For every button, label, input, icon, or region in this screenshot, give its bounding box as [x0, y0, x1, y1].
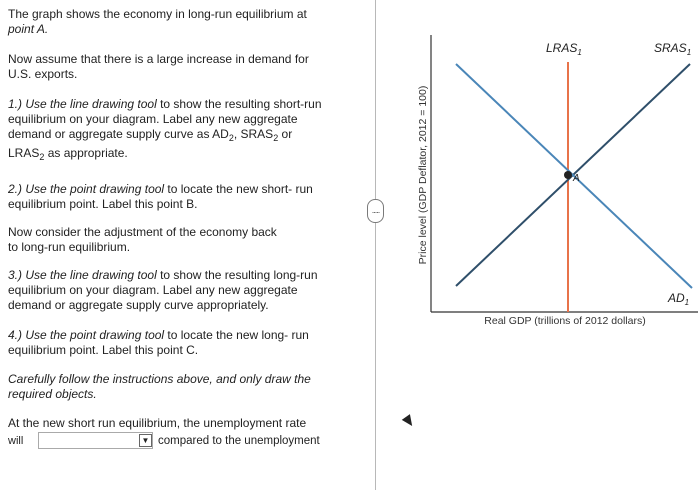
- ad-as-diagram[interactable]: [400, 0, 700, 490]
- panel-resize-handle[interactable]: .....: [367, 199, 384, 223]
- intro-text: The graph shows the economy in long-run equilibrium at point A.: [8, 7, 307, 36]
- step-2-text: 2.) Use the point drawing tool to locate the new short- run equilibrium point. Label this point B.: [8, 182, 313, 211]
- step-1-text: 1.) Use the line drawing tool to show the resulting short-run equilibrium on your diagram. Label any new aggregate demand or aggregate supply curve as $AD_2$, $SRAS_2$ or $LRAS_2$ as appropriate.: [8, 97, 322, 162]
- x-axis-label: Real GDP (trillions of 2012 dollars): [484, 315, 646, 327]
- unemployment-question-rest: compared to the unemployment: [158, 435, 320, 447]
- y-axis-label: Price level (GDP Deflator, 2012 = 100): [417, 85, 429, 265]
- point-a[interactable]: [564, 171, 572, 179]
- step-3-text: 3.) Use the line drawing tool to show the resulting long-run equilibrium on your diagram. Label any new aggregate demand or aggregate supply curve appropriately.: [8, 268, 318, 312]
- dropdown-caret-icon: ▼: [139, 434, 152, 447]
- unemployment-question-line1: At the new short run equilibrium, the unemployment rate: [8, 416, 307, 430]
- step-4-text: 4.) Use the point drawing tool to locate the new long- run equilibrium point. Label this point C.: [8, 328, 309, 357]
- instructions-note: Carefully follow the instructions above, and only draw the required objects.: [8, 372, 311, 401]
- lras-1-label: $LRAS_1$: [546, 41, 582, 57]
- adjustment-text: Now consider the adjustment of the economy back to long-run equilibrium.: [8, 225, 277, 254]
- will-label: will: [8, 435, 24, 447]
- ad-1-label: $AD_1$: [668, 291, 690, 307]
- sras-1-label: $SRAS_1$: [654, 41, 692, 57]
- point-a-label: A: [573, 173, 580, 184]
- panel-divider: [375, 0, 376, 490]
- graph-area[interactable]: [400, 0, 700, 490]
- unemployment-answer-select[interactable]: [38, 432, 153, 449]
- assumption-text: Now assume that there is a large increase in demand for U.S. exports.: [8, 52, 309, 81]
